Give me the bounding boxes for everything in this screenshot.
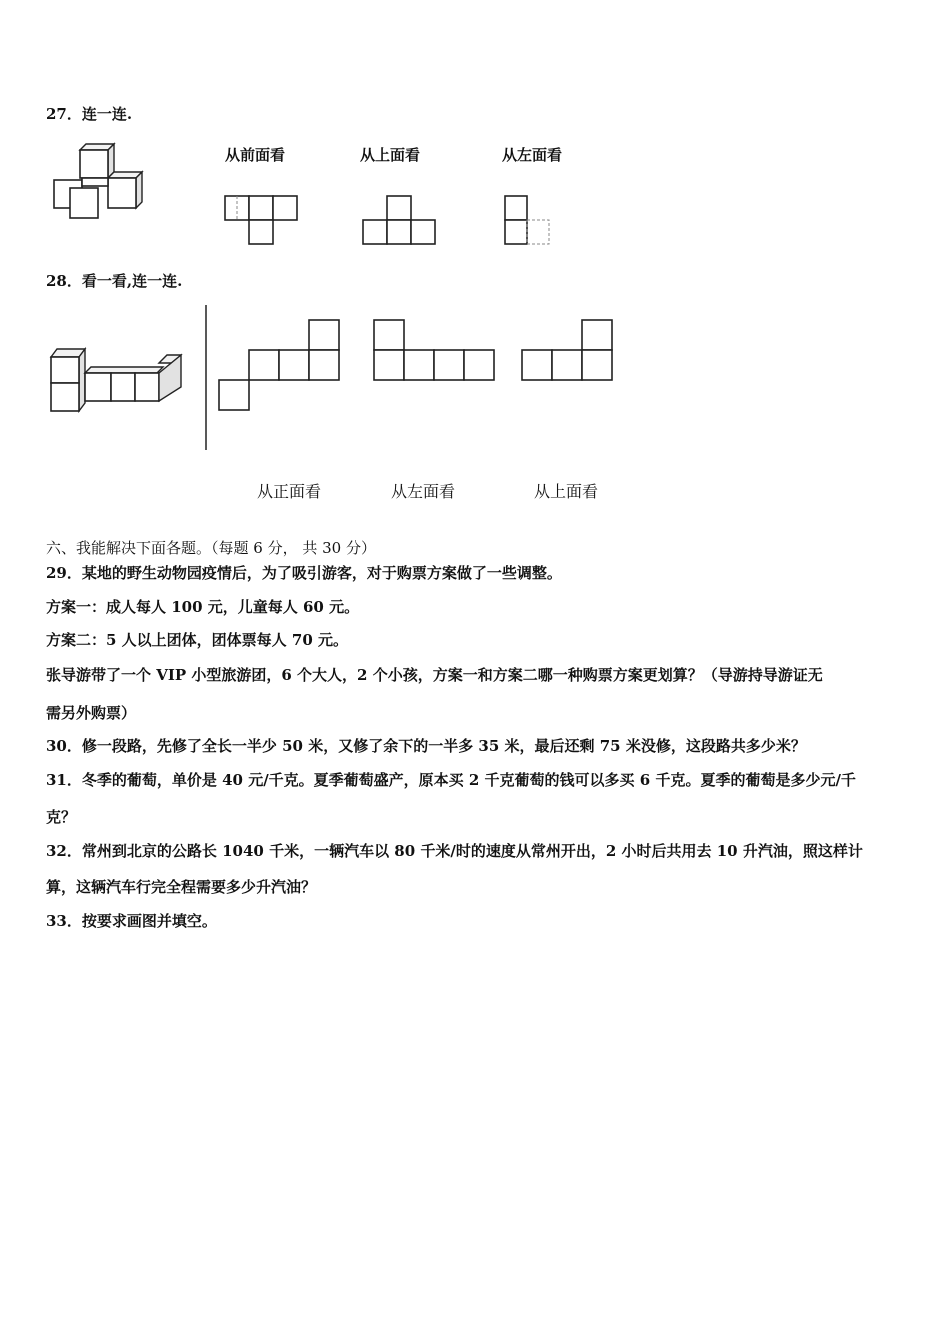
q28-title: 28．看一看,连一连. <box>46 272 183 290</box>
q27-cube-right-side <box>136 172 142 208</box>
q27-label-front: 从前面看 <box>225 146 286 164</box>
q28-view-a <box>215 315 345 415</box>
q29-plan2: 方案二：5 人以上团体，团体票每人 70 元。 <box>46 631 348 649</box>
q30-text: 30．修一段路，先修了全长一半少 50 米，又修了余下的一半多 35 米，最后还剩 75 米没修，这段路共多少米？ <box>46 737 806 755</box>
q33-text: 33．按要求画图并填空。 <box>46 912 217 930</box>
q27-view-front <box>220 190 310 250</box>
q29-plan1: 方案一：成人每人 100 元，儿童每人 60 元。 <box>46 598 360 616</box>
q29-question-b: 需另外购票） <box>46 704 137 722</box>
q31-line-b: 克？ <box>46 808 77 826</box>
q28-cube-row <box>45 345 190 415</box>
q27-view-left <box>500 190 560 250</box>
q27-cube-front <box>70 188 98 218</box>
q28-label-front: 从正面看 <box>257 482 322 501</box>
q32-line-b: 算，这辆汽车行完全程需要多少升汽油？ <box>46 878 317 896</box>
q27-cube-stack <box>50 142 150 222</box>
q27-label-top: 从上面看 <box>360 146 421 164</box>
q27-title: 27．连一连. <box>46 105 133 123</box>
q27-cube-middle-back <box>82 178 108 186</box>
q28-view-c <box>518 315 618 385</box>
q29-question-a: 张导游带了一个 VIP 小型旅游团，6 个大人，2 个小孩，方案一和方案二哪一种购票方案更划算？（导游持导游证无 <box>46 666 823 684</box>
q31-line-a: 31．冬季的葡萄，单价是 40 元/千克。夏季葡萄盛产，原本买 2 千克葡萄的钱可以多买 6 千克。夏季的葡萄是多少元/千 <box>46 771 856 789</box>
q28-view-b <box>370 315 500 385</box>
q27-view-top <box>358 190 448 250</box>
q28-divider <box>200 305 212 455</box>
q27-label-left: 从左面看 <box>502 146 563 164</box>
q29-intro: 29．某地的野生动物园疫情后，为了吸引游客，对于购票方案做了一些调整。 <box>46 564 562 582</box>
q28-label-top: 从上面看 <box>534 482 599 501</box>
q28-label-left: 从左面看 <box>391 482 456 501</box>
q27-cube-top <box>80 150 108 178</box>
q32-line-a: 32．常州到北京的公路长 1040 千米，一辆汽车以 80 千米/时的速度从常州开出，2 小时后共用去 10 升汽油，照这样计 <box>46 842 863 860</box>
q27-cube-right <box>108 178 136 208</box>
section6-heading: 六、我能解决下面各题。（每题 6 分， 共 30 分） <box>46 539 376 557</box>
